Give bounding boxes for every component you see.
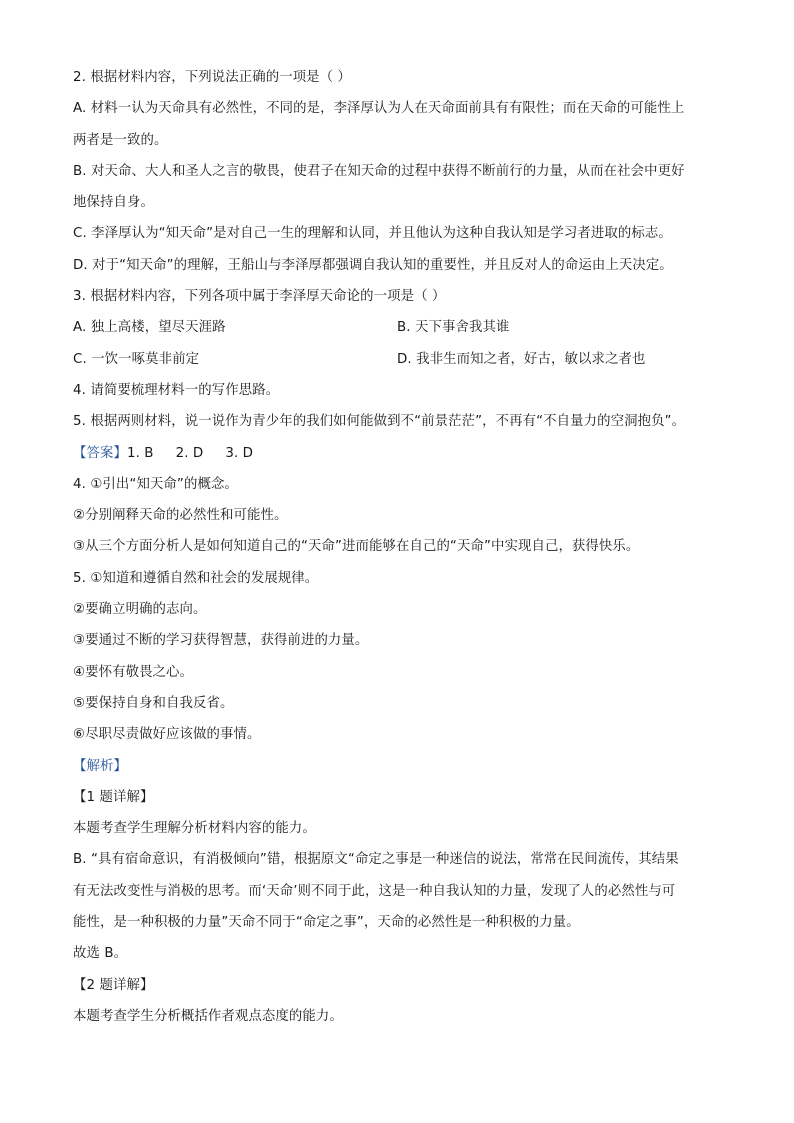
q3-option-b: B. 天下事舍我其谁 xyxy=(397,320,510,336)
answer-4-point-3: ③从三个方面分析人是如何知道自己的“天命”进而能够在自己的“天命”中实现自己，获得快乐。 xyxy=(73,539,640,555)
q3-options-row-1 xyxy=(73,312,723,343)
q3-options-row-2 xyxy=(73,344,723,375)
answer-5-point-1: 5. ①知道和遵循自然和社会的发展规律。 xyxy=(73,570,319,586)
q2-stem: 2. 根据材料内容，下列说法正确的一项是（ ） xyxy=(73,70,352,85)
detail-1-intro: 本题考查学生理解分析材料内容的能力。 xyxy=(73,821,316,837)
answer-5-point-3: ③要通过不断的学习获得智慧，获得前进的力量。 xyxy=(73,633,369,649)
q2-option-a-line2: 两者是一致的。 xyxy=(73,132,168,148)
answer-1: 1. B xyxy=(126,445,154,461)
answer-5-point-4: ④要怀有敬畏之心。 xyxy=(73,664,194,680)
q3-option-d: D. 我非生而知之者，好古，敏以求之者也 xyxy=(397,351,646,367)
answer-5-point-2: ②要确立明确的志向。 xyxy=(73,602,207,618)
q2-option-d: D. 对于“知天命”的理解，王船山与李泽厚都强调自我认知的重要性，并且反对人的命运由上天决定。 xyxy=(73,257,673,273)
analysis-tag: 【解析】 xyxy=(73,758,127,774)
answer-5-point-5: ⑤要保持自身和自我反省。 xyxy=(73,695,234,711)
q2-option-b-line1: B. 对天命、大人和圣人之言的敬畏，使君子在知天命的过程中获得不断前行的力量，从而在社会中更好 xyxy=(73,163,685,179)
answer-4-point-2: ②分别阐释天命的必然性和可能性。 xyxy=(73,508,288,524)
answer-line xyxy=(73,438,723,469)
q2-option-b-line2: 地保持自身。 xyxy=(73,195,154,211)
answer-3: 3. D xyxy=(225,445,254,461)
q2-option-a-line1: A. 材料一认为天命具有必然性，不同的是，李泽厚认为人在天命面前具有有限性；而在天命的可能性上 xyxy=(73,101,685,117)
answer-tag: 【答案】 xyxy=(73,445,127,461)
detail-2-intro: 本题考查学生分析概括作者观点态度的能力。 xyxy=(73,1008,343,1024)
detail-2-title: 【2 题详解】 xyxy=(73,977,154,993)
q3-option-c: C. 一饮一啄莫非前定 xyxy=(73,351,200,367)
q2-option-c: C. 李泽厚认为“知天命”是对自己一生的理解和认同，并且他认为这种自我认知是学习者进取的标志。 xyxy=(73,226,672,242)
q5-stem: 5. 根据两则材料，说一说作为青少年的我们如何能做到不“前景茫茫”，不再有“不自量力的空洞抱负”。 xyxy=(73,414,686,430)
detail-1-title: 【1 题详解】 xyxy=(73,789,154,805)
answer-5-point-6: ⑥尽职尽责做好应该做的事情。 xyxy=(73,727,261,743)
answer-4-point-1: 4. ①引出“知天命”的概念。 xyxy=(73,476,238,492)
detail-1-body-line1: B. “具有宿命意识，有消极倾向”错，根据原文“命定之事是一种迷信的说法，常常在民间流传，其结果 xyxy=(73,852,679,868)
q3-stem: 3. 根据材料内容，下列各项中属于李泽厚天命论的一项是（ ） xyxy=(73,289,446,305)
detail-1-choose: 故选 B。 xyxy=(73,946,128,962)
q3-option-a: A. 独上高楼，望尽天涯路 xyxy=(73,320,226,336)
detail-1-body-line3: 能性，是一种积极的力量”天命不同于“命定之事”，天命的必然性是一种积极的力量。 xyxy=(73,915,580,931)
document-page xyxy=(73,62,723,1032)
answer-2: 2. D xyxy=(175,445,204,461)
detail-1-body-line2: 有无法改变性与消极的思考。而‘天命’则不同于此，这是一种自我认知的力量，发现了人的必然性与可 xyxy=(73,883,676,899)
q4-stem: 4. 请简要梳理材料一的写作思路。 xyxy=(73,382,280,398)
